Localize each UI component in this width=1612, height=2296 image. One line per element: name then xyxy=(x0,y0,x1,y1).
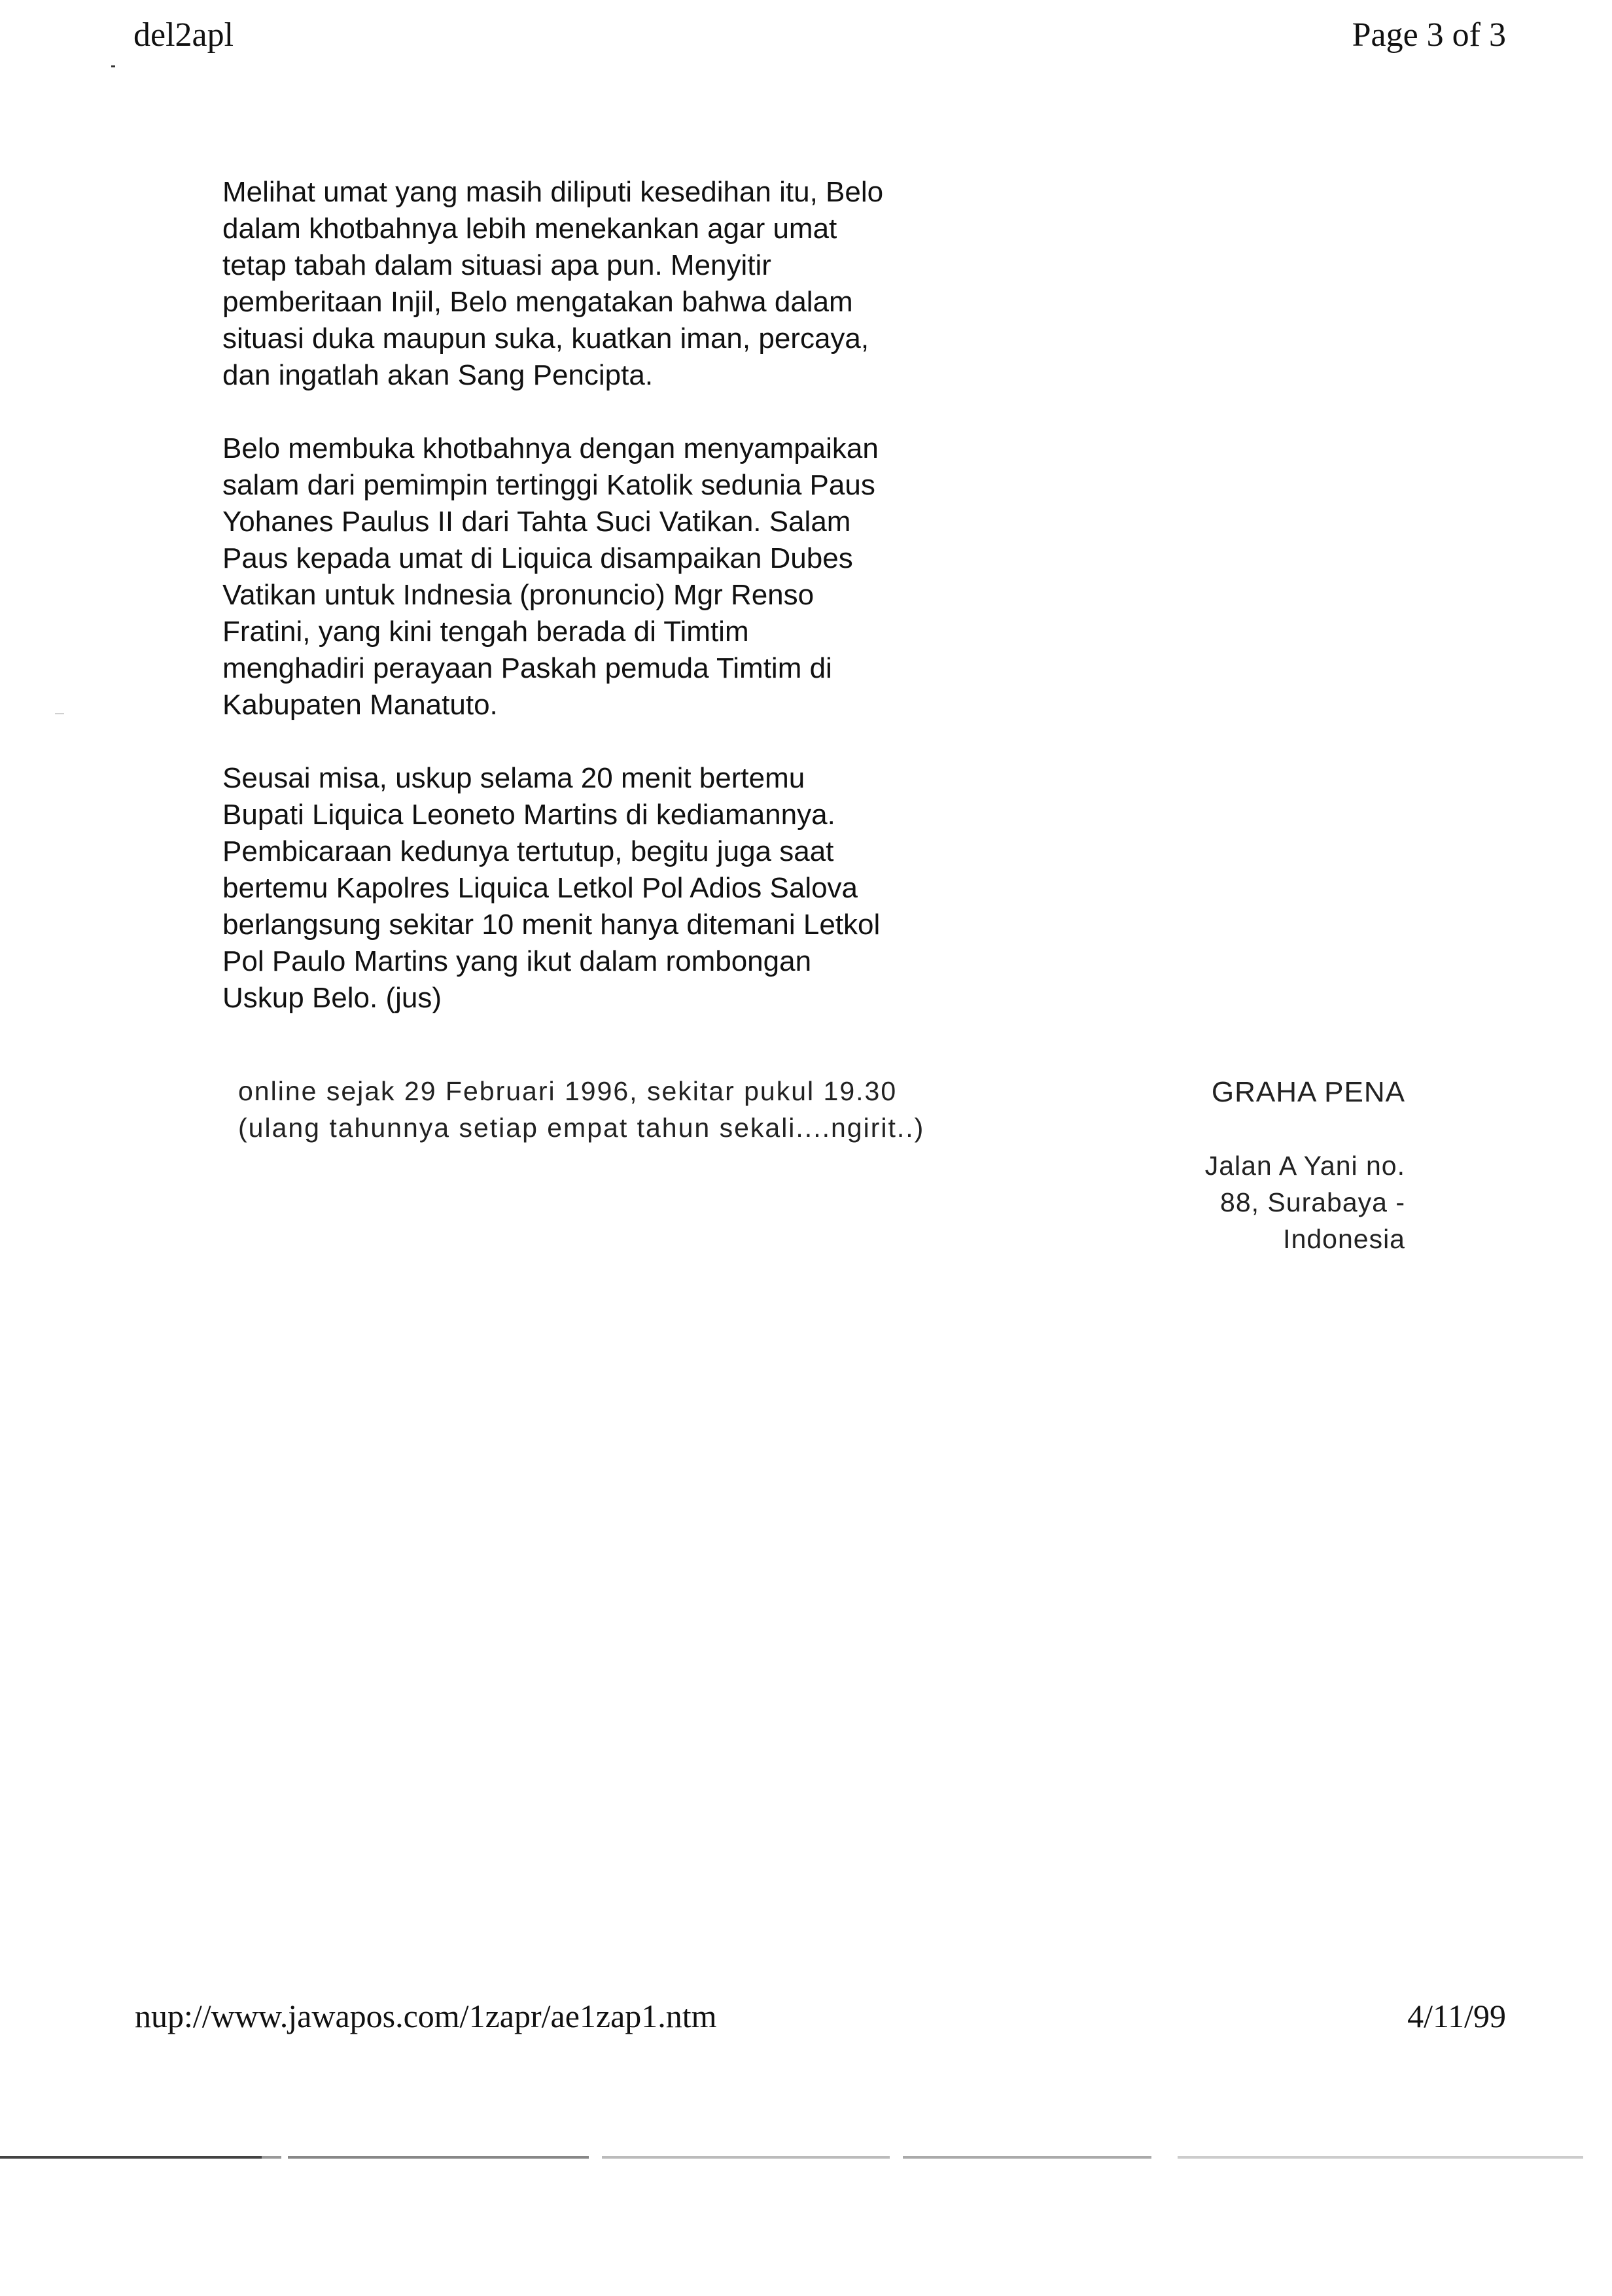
publisher-block xyxy=(1065,1037,1405,1294)
scan-mark xyxy=(55,713,64,714)
scan-mark xyxy=(111,65,115,67)
article-paragraph: Belo membuka khotbahnya dengan menyampaikan salam dari pemimpin tertinggi Katolik sedunia Paus Yohanes Paulus II dari Tahta Suci Vatikan. Salam Paus kepada umat di Liquica disampaikan Dubes Vatikan untuk Indnesia (pronuncio) Mgr Renso Fratini, yang kini tengah berada di Timtim menghadiri perayaan Paskah pemuda Timtim di Kabupaten Manatuto. xyxy=(222,432,879,721)
article-body xyxy=(222,174,1073,1053)
scan-line xyxy=(0,2156,1612,2159)
publisher-address: Jalan A Yani no. 88, Surabaya - Indonesia xyxy=(1204,1151,1405,1254)
article-paragraph: Seusai misa, uskup selama 20 menit bertemu Bupati Liquica Leoneto Martins di kediamannya. Pembicaraan kedunya tertutup, begitu juga saat bertemu Kapolres Liquica Letkol Pol Adios Salova berlangsung sekitar 10 menit hanya ditemani Letkol Pol Paulo Martins yang ikut dalam rombongan Uskup Belo. (jus) xyxy=(222,762,881,1014)
article-paragraph: Melihat umat yang masih diliputi kesedihan itu, Belo dalam khotbahnya lebih menekankan agar umat tetap tabah dalam situasi apa pun. Menyitir pemberitaan Injil, Belo mengatakan bahwa dalam situasi duka maupun suka, kuatkan iman, percaya, dan ingatlah akan Sang Pencipta. xyxy=(222,176,884,391)
print-date: 4/11/99 xyxy=(1407,1998,1506,2034)
document-title: del2apl xyxy=(133,16,234,54)
page-url: nup://www.jawapos.com/1zapr/ae1zap1.ntm xyxy=(135,1998,717,2034)
online-since-note: online sejak 29 Februari 1996, sekitar pukul 19.30 (ulang tahunnya setiap empat tahun sekali....ngirit..) xyxy=(238,1076,925,1143)
publisher-name: GRAHA PENA xyxy=(1211,1076,1405,1108)
page-indicator: Page 3 of 3 xyxy=(1352,16,1506,54)
